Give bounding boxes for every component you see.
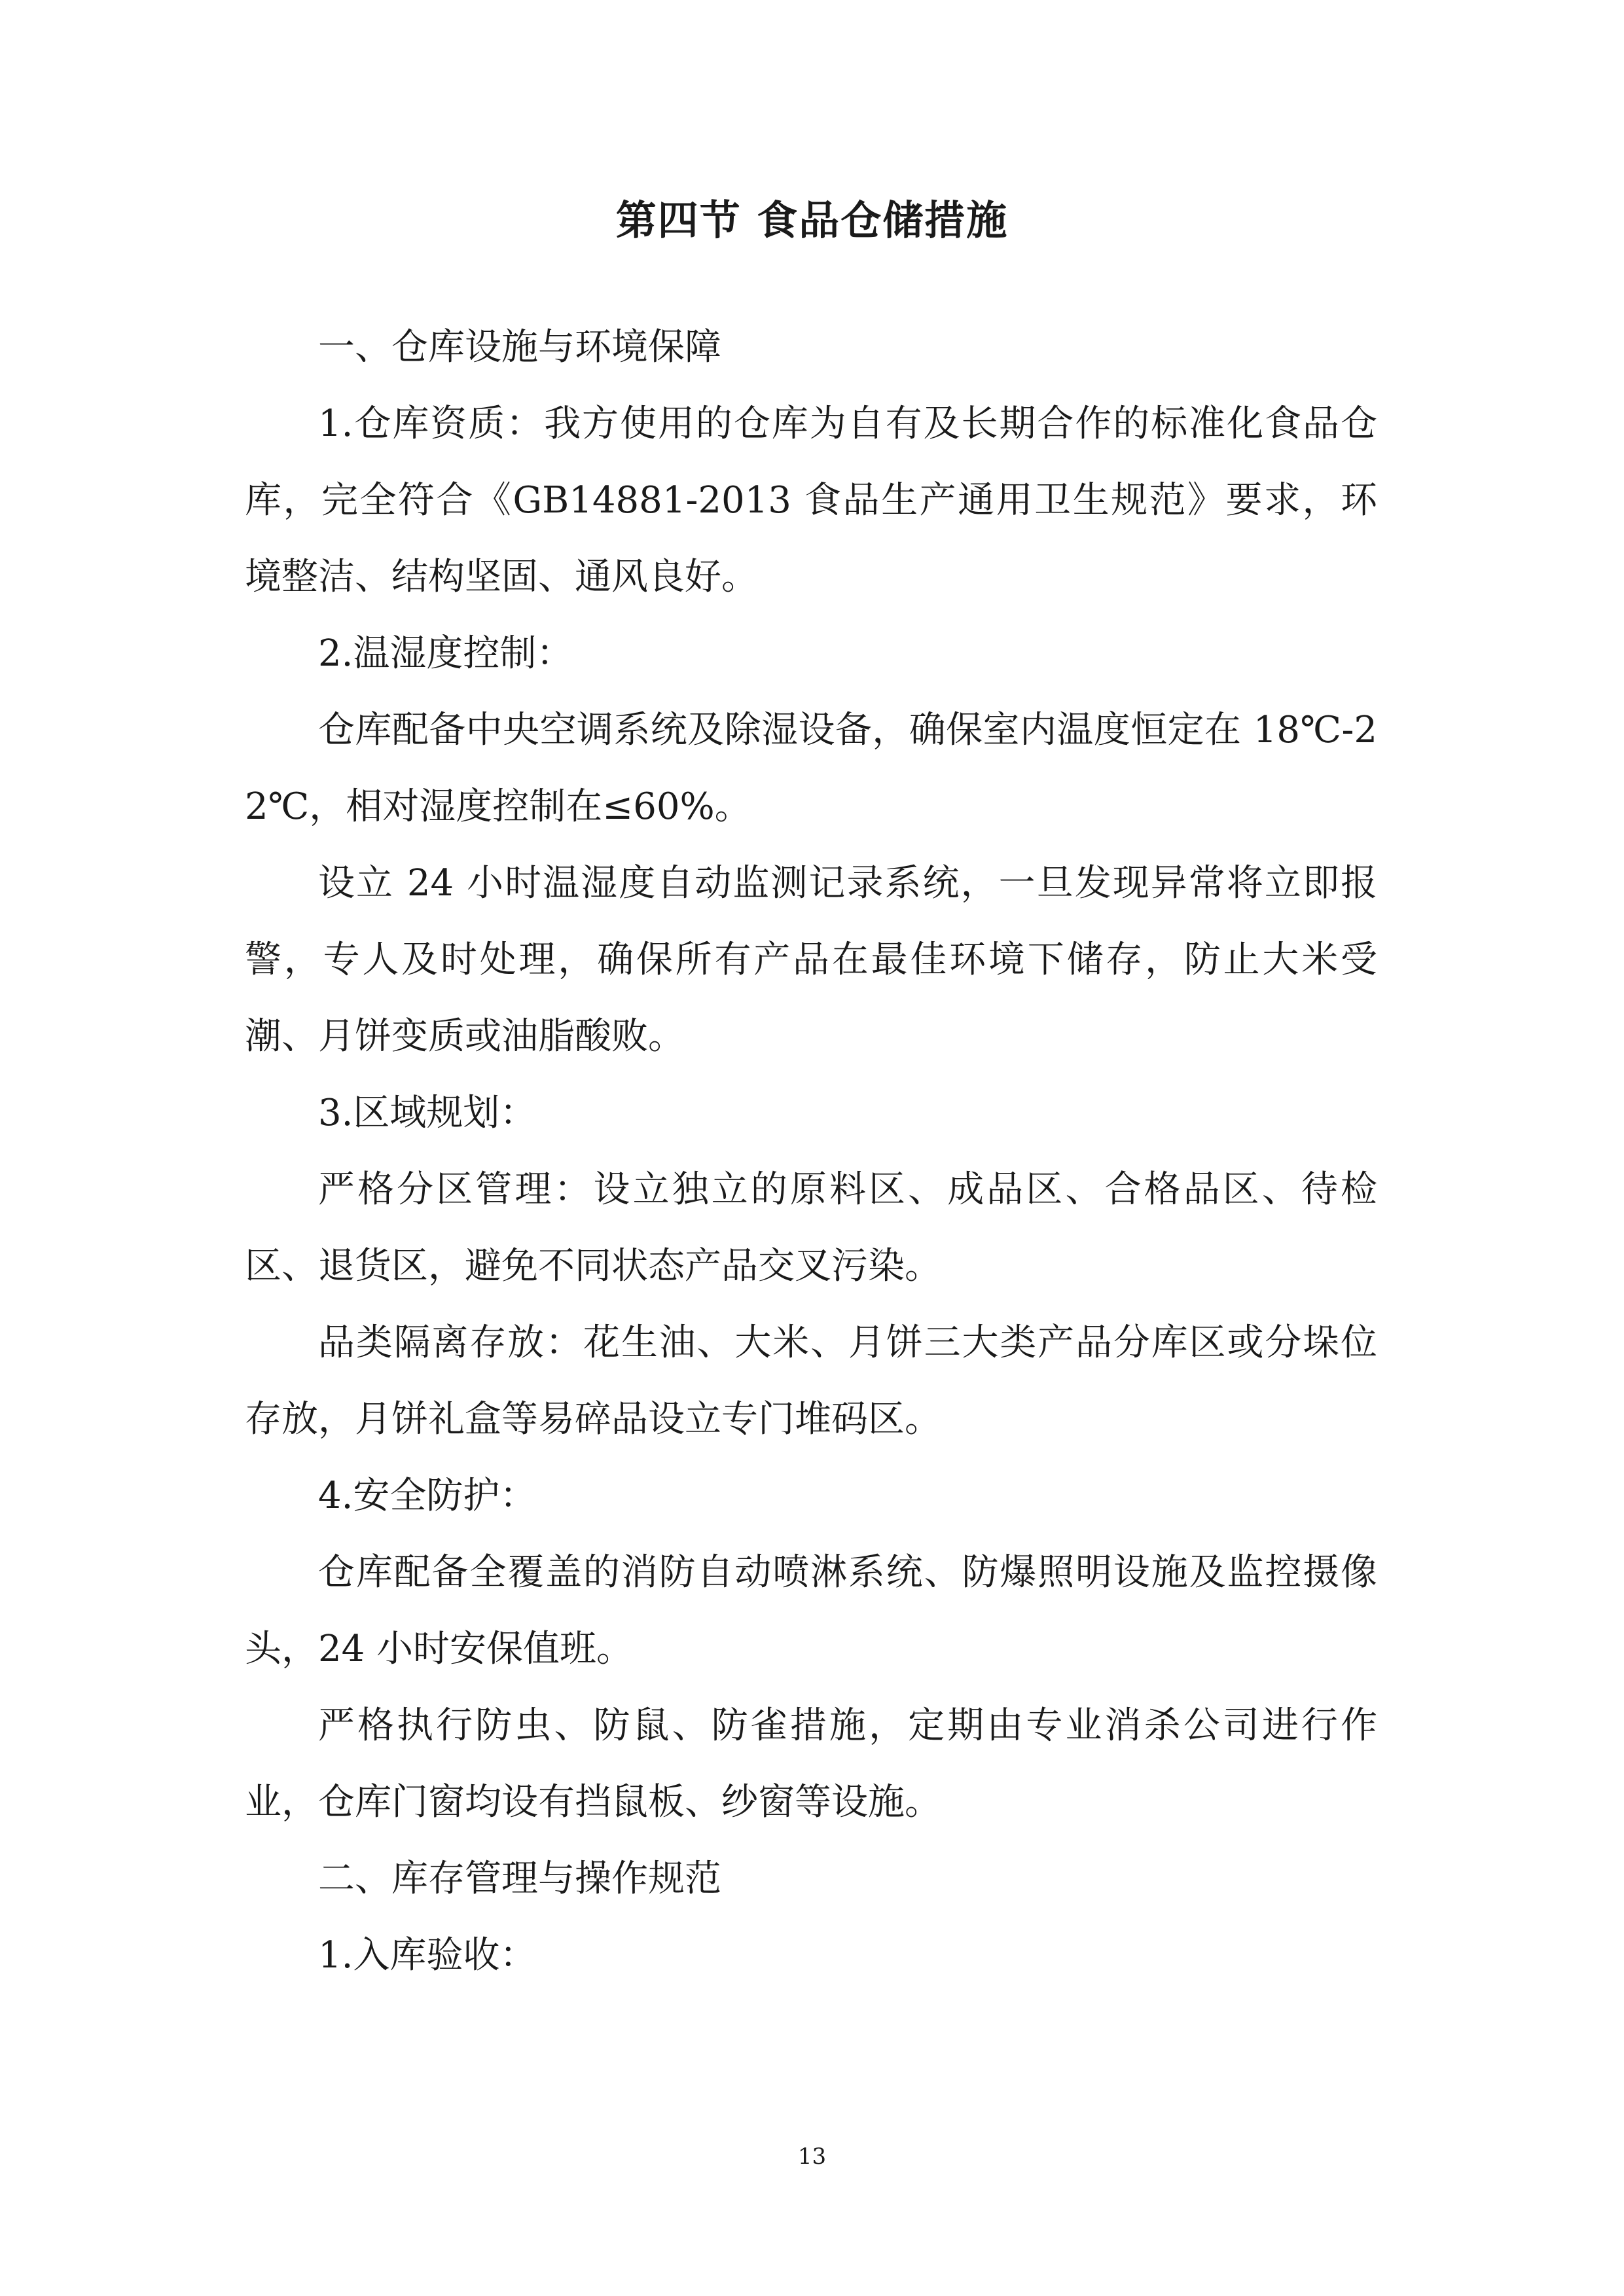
heading-inventory-management: 二、库存管理与操作规范 — [318, 1857, 721, 1900]
paragraph-zone-management: 严格分区管理：设立独立的原料区、成品区、合格品区、待检区、退货区，避免不同状态产品交叉污染。 — [245, 1168, 1377, 1287]
subheading-temperature-humidity: 2.温湿度控制： — [318, 632, 573, 675]
paragraph-category-isolation: 品类隔离存放：花生油、大米、月饼三大类产品分库区或分垛位存放，月饼礼盒等易碎品设立专门堆码区。 — [245, 1321, 1377, 1441]
paragraph-monitoring-system: 设立 24 小时温湿度自动监测记录系统，一旦发现异常将立即报警，专人及时处理，确保所有产品在最佳环境下储存，防止大米受潮、月饼变质或油脂酸败。 — [245, 862, 1377, 1058]
heading-warehouse-facilities: 一、仓库设施与环境保障 — [318, 326, 721, 368]
paragraph-warehouse-qualification: 1.仓库资质：我方使用的仓库为自有及长期合作的标准化食品仓库，完全符合《GB14881-2013 食品生产通用卫生规范》要求，环境整洁、结构坚固、通风良好。 — [245, 403, 1377, 598]
section-title: 第四节 食品仓储措施 — [615, 196, 1009, 244]
paragraph-pest-control: 严格执行防虫、防鼠、防雀措施，定期由专业消杀公司进行作业，仓库门窗均设有挡鼠板、纱窗等设施。 — [245, 1704, 1377, 1823]
subheading-zone-planning: 3.区域规划： — [318, 1092, 537, 1134]
paragraph-air-conditioning: 仓库配备中央空调系统及除湿设备，确保室内温度恒定在 18℃-22℃，相对湿度控制在≤60%。 — [245, 709, 1377, 828]
document-body — [245, 309, 1377, 1994]
page-number: 13 — [797, 2144, 827, 2170]
paragraph-fire-security: 仓库配备全覆盖的消防自动喷淋系统、防爆照明设施及监控摄像头，24 小时安保值班。 — [245, 1551, 1377, 1670]
subheading-inbound-inspection: 1.入库验收： — [318, 1934, 537, 1977]
subheading-safety-protection: 4.安全防护： — [318, 1475, 537, 1517]
